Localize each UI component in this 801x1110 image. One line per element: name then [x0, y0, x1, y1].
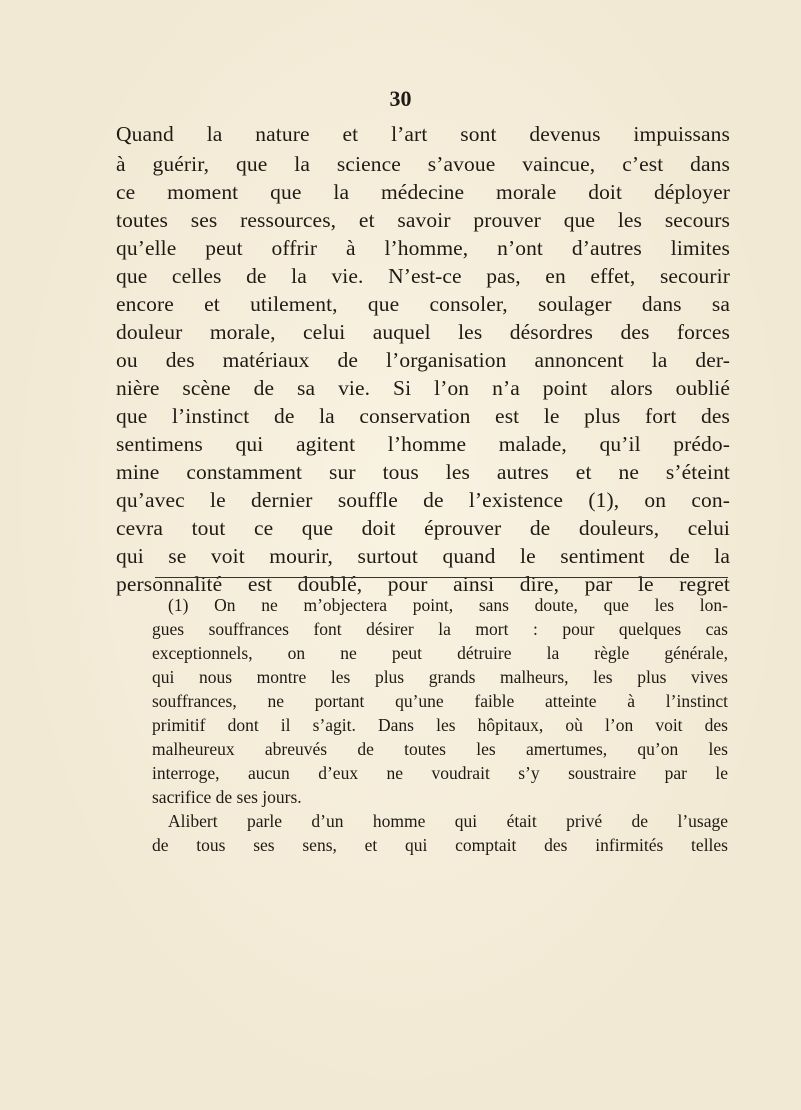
main-text-line: ce moment que la médecine morale doit déployer	[116, 180, 730, 204]
footnote-line: sacrifice de ses jours.	[152, 787, 302, 807]
footnote-separator	[155, 577, 728, 578]
footnote-line: interroge, aucun d’eux ne voudrait s’y soustraire par le	[152, 763, 728, 783]
main-text-line: à guérir, que la science s’avoue vaincue, c’est dans	[116, 152, 730, 176]
footnote-line: primitif dont il s’agit. Dans les hôpitaux, où l’on voit des	[152, 715, 728, 735]
main-text-line: mine constamment sur tous les autres et ne s’éteint	[116, 460, 730, 484]
footnote-line: exceptionnels, on ne peut détruire la règle générale,	[152, 643, 728, 663]
footnote-line: souffrances, ne portant qu’une faible atteinte à l’instinct	[152, 691, 728, 711]
main-text-line: qui se voit mourir, surtout quand le sentiment de la	[116, 544, 730, 568]
page-number: 30	[389, 86, 412, 111]
footnote-line: malheureux abreuvés de toutes les amertumes, qu’on les	[152, 739, 728, 759]
main-text-line: personnalité est doublé, pour ainsi dire, par le regret	[116, 572, 730, 596]
footnote-line: de tous ses sens, et qui comptait des infirmités telles	[152, 835, 728, 855]
main-text-line: qu’avec le dernier souffle de l’existence (1), on con-	[116, 488, 730, 512]
footnote-line: (1) On ne m’objectera point, sans doute, que les lon-	[168, 595, 728, 615]
main-text-line: que celles de la vie. N’est-ce pas, en effet, secourir	[116, 264, 730, 288]
main-text-line: Quand la nature et l’art sont devenus impuissans	[116, 122, 730, 146]
footnote-line: gues souffrances font désirer la mort : pour quelques cas	[152, 619, 728, 639]
main-text-line: que l’instinct de la conservation est le plus fort des	[116, 404, 730, 428]
main-text-line: cevra tout ce que doit éprouver de douleurs, celui	[116, 516, 730, 540]
main-text-line: qu’elle peut offrir à l’homme, n’ont d’autres limites	[116, 236, 730, 260]
main-text-line: toutes ses ressources, et savoir prouver que les secours	[116, 208, 730, 232]
main-text-line: nière scène de sa vie. Si l’on n’a point alors oublié	[116, 376, 730, 400]
main-text-line: douleur morale, celui auquel les désordres des forces	[116, 320, 730, 344]
footnote-line: Alibert parle d’un homme qui était privé de l’usage	[168, 811, 728, 831]
main-text-line: encore et utilement, que consoler, soulager dans sa	[116, 292, 730, 316]
main-text-line: sentimens qui agitent l’homme malade, qu’il prédo-	[116, 432, 730, 456]
main-text-line: ou des matériaux de l’organisation annoncent la der-	[116, 348, 730, 372]
footnote-line: qui nous montre les plus grands malheurs, les plus vives	[152, 667, 728, 687]
main-text-block	[116, 118, 730, 596]
